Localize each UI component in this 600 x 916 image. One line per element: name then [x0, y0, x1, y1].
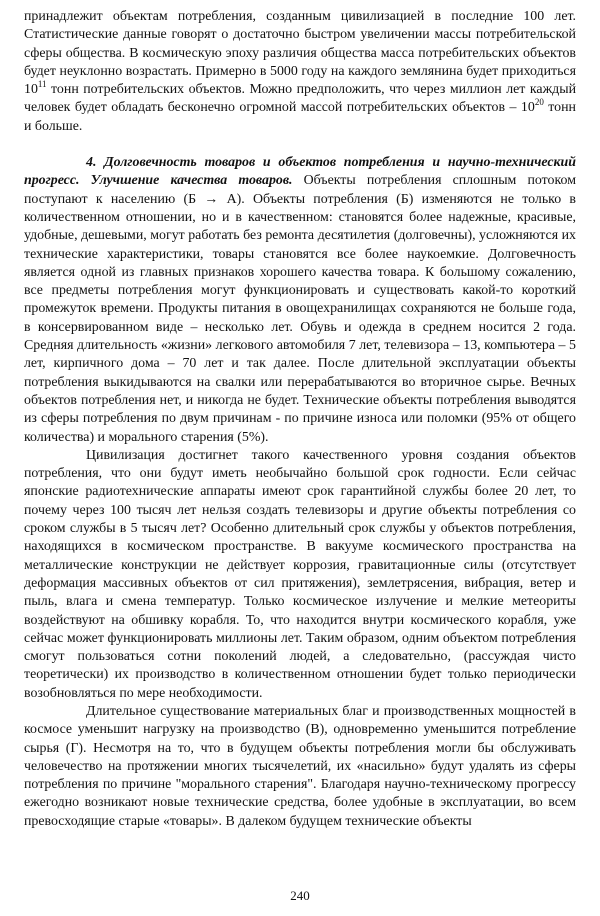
- superscript: 20: [534, 96, 544, 107]
- paragraph-consumption-mass: [24, 8, 576, 136]
- paragraph-text: тонн и больше.: [24, 100, 576, 134]
- paragraph-text: Объекты потребления сплошным потоком поступают к населению (Б → А). Объекты потребления (Б) изменяются не только в количественном отношении, но и в качественном: становятся более надежные, красивые, удобные, дешевыми, могут работать без ремонта десятилетия (долговечны), усложняются их технические характеристики, товары становятся все более наукоемкие. Долговечность является одной из главных признаков хорошего качества товара. К большому сожалению, все предметы потребления могут функционировать и существовать какой-то короткий промежуток времени. Продукты питания в овощехранилищах сохраняются не больше года, в консервированном виде – несколько лет. Обувь и одежда в среднем носится 2 года. Средняя длительность «жизни» легкового автомобиля 7 лет, телевизора – 13, компьютера – 5 лет, кирпичного дома – 70 лет и так далее. После длительной эксплуатации объекты потребления выкидываются на свалки или перерабатываются во вторичное сырье. Вечных объектов потребления нет, и никогда не будет. Технические объекты потребления выводятся из сферы потребления по двум причинам - по причине износа или поломки (95% от общего количества) и морального старения (5%).: [24, 173, 576, 445]
- paragraph-long-existence: Длительное существование материальных благ и производственных мощностей в космосе уменьшит нагрузку на производство (В), одновременно уменьшится потребление сырья (Г). Несмотря на то, что в будущем объекты потребления могли бы обслуживать человечество на протяжении многих тысячелетий, их «насильно» будут удалять из сферы потребления по причине "морального старения". Благодаря научно-техническому прогрессу ежегодно возникают новые технические средства, более удобные в эксплуатации, во всем превосходящие старые «товары». В далеком будущем технические объекты: [24, 703, 576, 829]
- page-number: 240: [290, 888, 310, 903]
- paragraph-text: тонн потребительских объектов. Можно предположить, что через миллион лет каждый человек будет обладать бесконечно огромной массой потребительских объектов – 10: [24, 82, 576, 116]
- section-heading: 4. Долговечность товаров и объектов потребления и научно-технический прогресс. Улучшение качества товаров.: [24, 155, 576, 189]
- document-page: [24, 8, 576, 831]
- paragraph-text: принадлежит объектам потребления, созданным цивилизацией в последние 100 лет. Статистические данные говорят о достаточно быстром увеличении массы потребительской сферы общества. В космическую эпоху различия общества масса потребительских объектов будет неуклонно возрастать. Примерно в 5000 году на каждого землянина будет приходиться 10: [24, 9, 576, 98]
- section-4-paragraph: [24, 154, 576, 447]
- superscript: 11: [37, 78, 47, 89]
- paragraph-civilization: Цивилизация достигнет такого качественного уровня создания объектов потребления, что они будут иметь необычайно большой срок годности. Если сейчас японские радиотехнические аппараты имеют срок гарантийной службы более 20 лет, то почему через 100 тысяч лет нельзя создать телевизоры и другие объекты потребления со сроком службы в 5 тысяч лет? Особенно длительный срок службы у объектов потребления, находящихся в космическом пространстве. В вакууме космического пространства на металлические конструкции не действует коррозия, гравитационные силы (отсутствует деформация массивных объектов от сил притяжения), землетрясения, вибрация, ветер и пыль, влага и смена температур. Только космическое излучение и мелкие метеориты воздействуют на обшивку корабля. То, что находится внутри космического корабля, уже сейчас может функционировать миллионы лет. Таким образом, одним объектом потребления смогут пользоваться сотни поколений людей, а следовательно, (рассуждая чисто теоретически) их производство в количественном отношении будет только периодически возобновляться по мере необходимости.: [24, 447, 576, 701]
